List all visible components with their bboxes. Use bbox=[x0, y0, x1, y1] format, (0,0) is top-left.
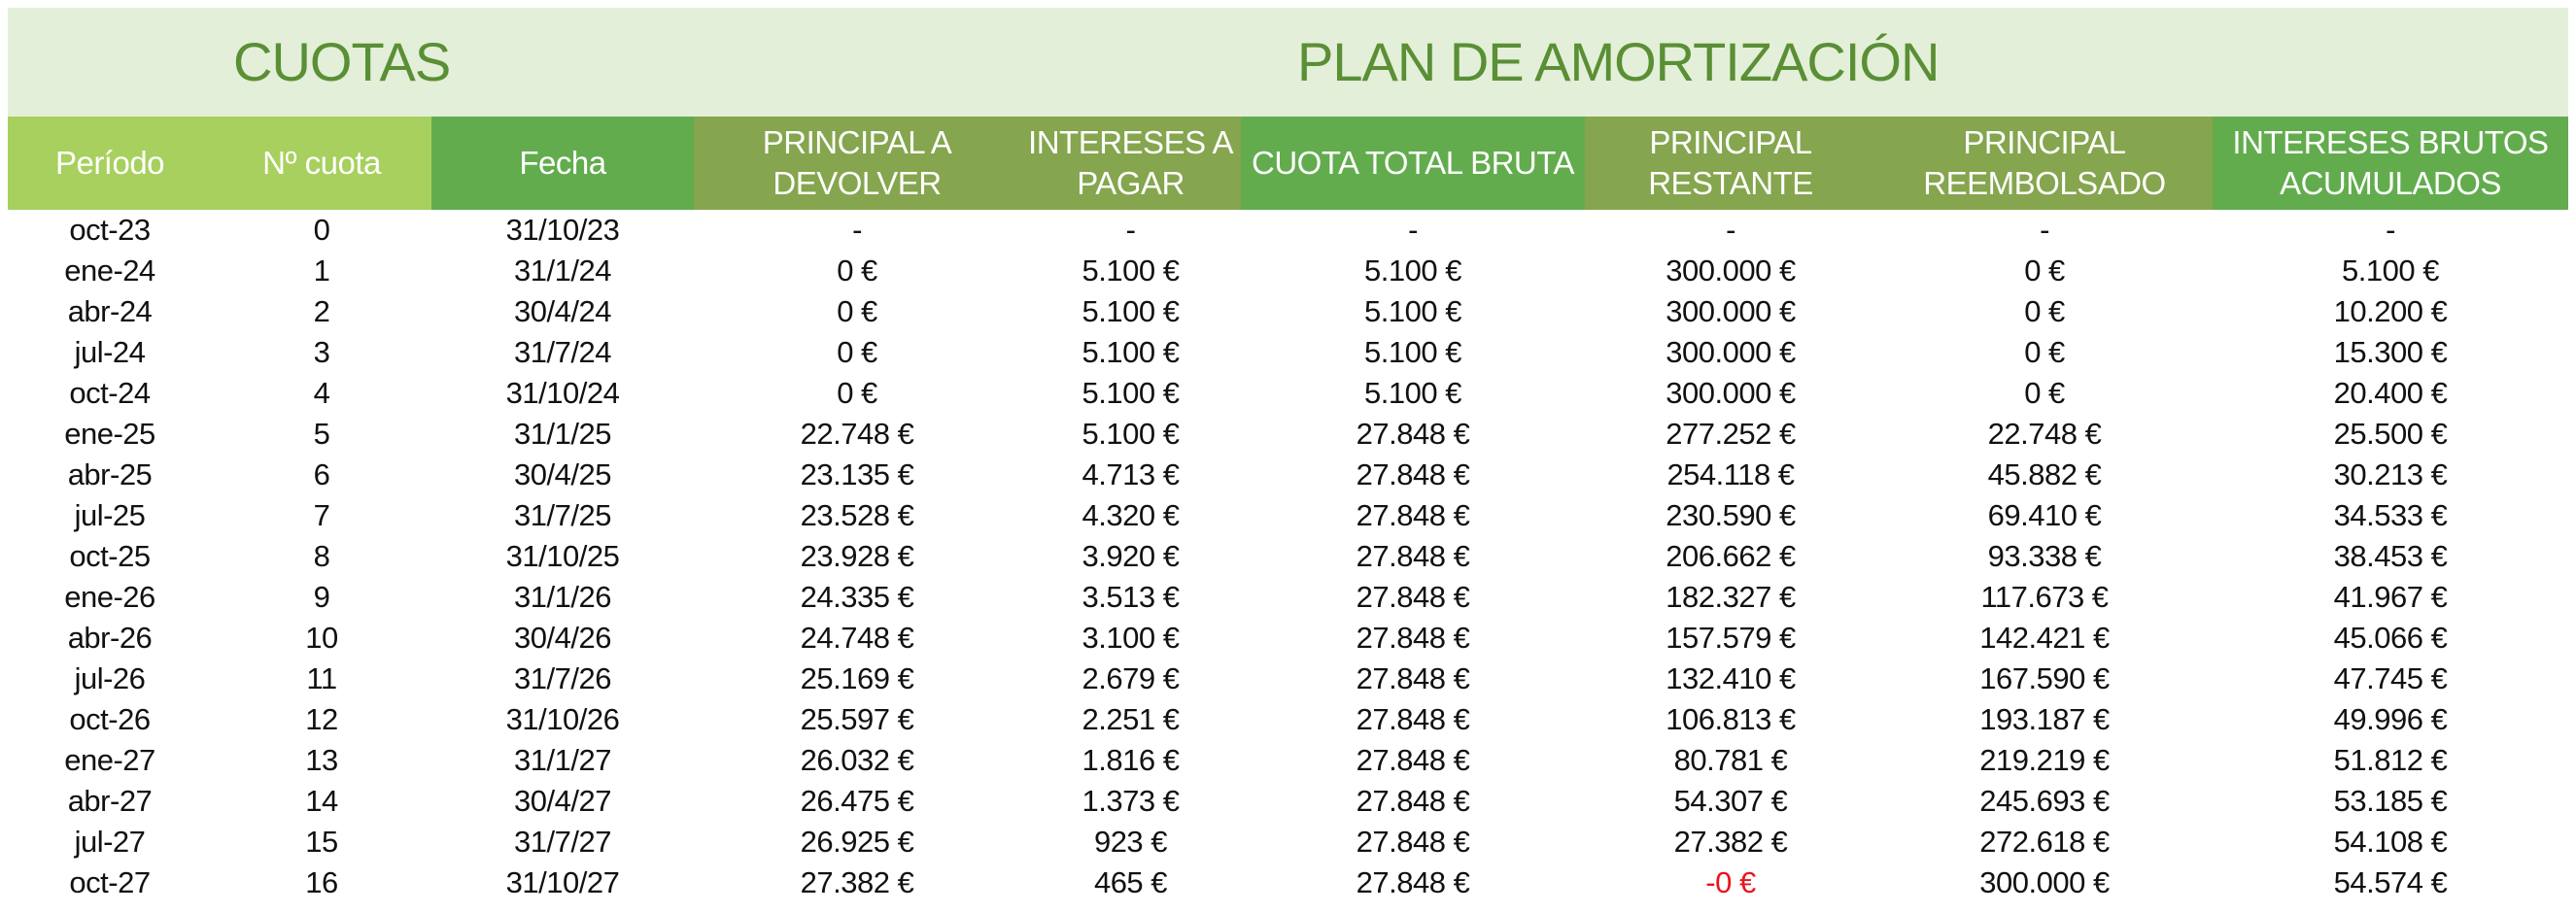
cell-principal-restante: 54.307 € bbox=[1673, 784, 1788, 818]
cell-intereses-a-pagar: 5.100 € bbox=[1082, 294, 1180, 328]
cell-cuota-total-bruta: 27.848 € bbox=[1356, 784, 1470, 818]
cell-intereses-brutos-acumulados: 51.812 € bbox=[2333, 743, 2448, 777]
table-header-row bbox=[8, 117, 2568, 210]
cell-principal-restante: 80.781 € bbox=[1673, 743, 1788, 777]
cell-intereses-a-pagar: 3.100 € bbox=[1082, 621, 1180, 655]
cell-principal-reembolsado: 117.673 € bbox=[1980, 580, 2109, 614]
cell-principal-a-devolver: 23.928 € bbox=[800, 539, 914, 573]
cell-periodo: abr-26 bbox=[67, 621, 153, 655]
cell-cuota-total-bruta: 27.848 € bbox=[1356, 498, 1470, 532]
cell-principal-reembolsado: 167.590 € bbox=[1979, 661, 2110, 695]
table-row bbox=[8, 781, 2568, 822]
cell-principal-restante: 182.327 € bbox=[1666, 580, 1796, 614]
cell-cuota-total-bruta: 27.848 € bbox=[1356, 539, 1470, 573]
cell-cuota-total-bruta: 5.100 € bbox=[1364, 376, 1461, 410]
cell-periodo: oct-25 bbox=[69, 539, 151, 573]
cell-fecha: 31/7/27 bbox=[514, 825, 611, 859]
cell-intereses-a-pagar: 4.320 € bbox=[1082, 498, 1180, 532]
col-header-cuota-total-bruta: CUOTA TOTAL BRUTA bbox=[1241, 117, 1585, 210]
table-row bbox=[8, 862, 2568, 903]
table-row bbox=[8, 373, 2568, 414]
cell-principal-a-devolver: 26.925 € bbox=[800, 825, 914, 859]
cell-intereses-a-pagar: 5.100 € bbox=[1082, 417, 1180, 451]
cell-cuota-total-bruta: 27.848 € bbox=[1356, 702, 1470, 736]
table-row bbox=[8, 699, 2568, 740]
cell-numero-cuota: 0 bbox=[313, 213, 330, 247]
cell-cuota-total-bruta: 27.848 € bbox=[1356, 661, 1470, 695]
cell-periodo: abr-24 bbox=[67, 294, 153, 328]
cell-fecha: 31/7/25 bbox=[514, 498, 611, 532]
cell-principal-a-devolver: 0 € bbox=[837, 294, 877, 328]
cell-cuota-total-bruta: 27.848 € bbox=[1356, 621, 1470, 655]
cell-numero-cuota: 13 bbox=[305, 743, 338, 777]
cell-principal-reembolsado: 69.410 € bbox=[1987, 498, 2102, 532]
cell-periodo: ene-25 bbox=[64, 417, 155, 451]
cell-principal-a-devolver: 25.597 € bbox=[800, 702, 914, 736]
cell-principal-restante: 300.000 € bbox=[1666, 294, 1796, 328]
cell-principal-a-devolver: 25.169 € bbox=[800, 661, 914, 695]
cell-periodo: ene-24 bbox=[64, 254, 155, 287]
cell-fecha: 30/4/25 bbox=[514, 457, 611, 491]
cell-principal-a-devolver: 0 € bbox=[837, 376, 877, 410]
cell-intereses-a-pagar: 3.920 € bbox=[1082, 539, 1180, 573]
cell-intereses-brutos-acumulados: 25.500 € bbox=[2333, 417, 2448, 451]
table-row bbox=[8, 577, 2568, 618]
table-row bbox=[8, 210, 2568, 251]
cell-principal-reembolsado: 0 € bbox=[2024, 294, 2065, 328]
cell-numero-cuota: 5 bbox=[313, 417, 330, 451]
cell-fecha: 31/1/24 bbox=[514, 254, 611, 287]
cell-cuota-total-bruta: 27.848 € bbox=[1356, 743, 1470, 777]
cell-intereses-brutos-acumulados: 5.100 € bbox=[2342, 254, 2439, 287]
cell-numero-cuota: 11 bbox=[306, 661, 337, 695]
cell-intereses-a-pagar: 2.679 € bbox=[1082, 661, 1180, 695]
cell-fecha: 31/10/23 bbox=[505, 213, 620, 247]
cell-cuota-total-bruta: 5.100 € bbox=[1364, 254, 1461, 287]
cell-principal-reembolsado: 0 € bbox=[2024, 335, 2065, 369]
cell-principal-restante: - bbox=[1726, 213, 1735, 247]
cell-periodo: jul-25 bbox=[74, 498, 146, 532]
table-row bbox=[8, 618, 2568, 659]
cell-periodo: jul-27 bbox=[74, 825, 146, 859]
cell-intereses-a-pagar: 4.713 € bbox=[1082, 457, 1180, 491]
cell-cuota-total-bruta: 27.848 € bbox=[1356, 417, 1470, 451]
table-row bbox=[8, 495, 2568, 536]
cell-intereses-brutos-acumulados: 30.213 € bbox=[2333, 457, 2448, 491]
cell-numero-cuota: 15 bbox=[305, 825, 338, 859]
cell-cuota-total-bruta: 27.848 € bbox=[1356, 580, 1470, 614]
table-row bbox=[8, 659, 2568, 699]
cell-principal-a-devolver: 23.528 € bbox=[800, 498, 914, 532]
cell-principal-restante: 300.000 € bbox=[1666, 254, 1796, 287]
cell-intereses-a-pagar: 465 € bbox=[1093, 865, 1168, 899]
cell-principal-restante: 300.000 € bbox=[1666, 376, 1796, 410]
cell-principal-a-devolver: - bbox=[852, 213, 862, 247]
cell-periodo: oct-26 bbox=[69, 702, 151, 736]
cell-periodo: jul-26 bbox=[74, 661, 146, 695]
cell-intereses-a-pagar: 2.251 € bbox=[1082, 702, 1180, 736]
cell-principal-restante: 157.579 € bbox=[1666, 621, 1796, 655]
table-body bbox=[8, 210, 2568, 903]
cell-periodo: ene-27 bbox=[64, 743, 155, 777]
cell-intereses-a-pagar: - bbox=[1125, 213, 1136, 247]
cell-principal-reembolsado: 245.693 € bbox=[1979, 784, 2110, 818]
cell-intereses-brutos-acumulados: 15.300 € bbox=[2333, 335, 2448, 369]
cell-principal-a-devolver: 24.748 € bbox=[800, 621, 914, 655]
cell-intereses-brutos-acumulados: 45.066 € bbox=[2333, 621, 2448, 655]
cell-principal-restante: 132.410 € bbox=[1666, 661, 1796, 695]
cell-periodo: oct-27 bbox=[69, 865, 151, 899]
cell-intereses-brutos-acumulados: 54.574 € bbox=[2333, 865, 2448, 899]
cell-principal-a-devolver: 26.032 € bbox=[800, 743, 914, 777]
cell-periodo: oct-24 bbox=[69, 376, 151, 410]
cell-principal-reembolsado: 193.187 € bbox=[1979, 702, 2110, 736]
cell-cuota-total-bruta: 5.100 € bbox=[1364, 335, 1461, 369]
table-row bbox=[8, 455, 2568, 495]
table-row bbox=[8, 822, 2568, 862]
cell-intereses-brutos-acumulados: 49.996 € bbox=[2333, 702, 2448, 736]
cell-intereses-a-pagar: 5.100 € bbox=[1082, 335, 1180, 369]
col-header-principal-reembolsado: PRINCIPAL REEMBOLSADO bbox=[1876, 117, 2213, 210]
cuotas-title: CUOTAS bbox=[233, 31, 451, 92]
cell-intereses-brutos-acumulados: 54.108 € bbox=[2333, 825, 2448, 859]
cell-fecha: 31/10/25 bbox=[505, 539, 620, 573]
cell-fecha: 31/10/24 bbox=[505, 376, 620, 410]
cell-fecha: 31/10/26 bbox=[505, 702, 620, 736]
cell-principal-a-devolver: 23.135 € bbox=[800, 457, 914, 491]
cell-principal-reembolsado: 219.219 € bbox=[1979, 743, 2110, 777]
cell-principal-reembolsado: 300.000 € bbox=[1979, 865, 2110, 899]
cell-intereses-brutos-acumulados: 41.967 € bbox=[2333, 580, 2448, 614]
cell-principal-reembolsado: 0 € bbox=[2024, 254, 2065, 287]
cell-intereses-brutos-acumulados: 20.400 € bbox=[2333, 376, 2448, 410]
cell-cuota-total-bruta: 27.848 € bbox=[1356, 457, 1470, 491]
amortization-table bbox=[8, 117, 2568, 903]
cell-intereses-brutos-acumulados: - bbox=[2386, 213, 2395, 247]
col-header-numero-cuota: Nº cuota bbox=[212, 117, 431, 210]
cell-fecha: 31/1/26 bbox=[514, 580, 611, 614]
cell-fecha: 30/4/27 bbox=[514, 784, 611, 818]
table-row bbox=[8, 414, 2568, 455]
cell-intereses-a-pagar: 3.513 € bbox=[1082, 580, 1180, 614]
cell-principal-reembolsado: 142.421 € bbox=[1979, 621, 2110, 655]
cell-intereses-a-pagar: 5.100 € bbox=[1082, 254, 1180, 287]
cell-intereses-brutos-acumulados: 47.745 € bbox=[2333, 661, 2448, 695]
col-header-principal-a-devolver: PRINCIPAL A DEVOLVER bbox=[694, 117, 1020, 210]
title-banner bbox=[8, 8, 2568, 117]
cell-principal-reembolsado: 93.338 € bbox=[1987, 539, 2102, 573]
col-header-periodo: Período bbox=[8, 117, 212, 210]
cell-principal-a-devolver: 24.335 € bbox=[800, 580, 914, 614]
cell-principal-reembolsado: 272.618 € bbox=[1979, 825, 2110, 859]
cell-intereses-a-pagar: 5.100 € bbox=[1082, 376, 1180, 410]
col-header-fecha: Fecha bbox=[431, 117, 694, 210]
cell-principal-restante: -0 € bbox=[1705, 865, 1756, 899]
cell-numero-cuota: 1 bbox=[313, 254, 330, 287]
cell-principal-restante: 254.118 € bbox=[1666, 457, 1795, 491]
cell-principal-reembolsado: 45.882 € bbox=[1987, 457, 2102, 491]
cell-principal-restante: 27.382 € bbox=[1673, 825, 1788, 859]
cell-numero-cuota: 14 bbox=[305, 784, 338, 818]
cell-principal-restante: 230.590 € bbox=[1666, 498, 1796, 532]
cell-periodo: abr-27 bbox=[67, 784, 153, 818]
cell-principal-a-devolver: 0 € bbox=[837, 254, 877, 287]
cell-numero-cuota: 7 bbox=[313, 498, 330, 532]
table-row bbox=[8, 536, 2568, 577]
cell-principal-restante: 206.662 € bbox=[1666, 539, 1796, 573]
table-row bbox=[8, 332, 2568, 373]
cell-cuota-total-bruta: 27.848 € bbox=[1356, 825, 1470, 859]
cell-fecha: 31/7/26 bbox=[514, 661, 611, 695]
cell-periodo: jul-24 bbox=[74, 335, 146, 369]
cell-principal-restante: 300.000 € bbox=[1666, 335, 1796, 369]
table-row bbox=[8, 740, 2568, 781]
cell-principal-a-devolver: 27.382 € bbox=[800, 865, 914, 899]
cell-cuota-total-bruta: - bbox=[1408, 213, 1418, 247]
cell-fecha: 31/1/27 bbox=[514, 743, 611, 777]
cell-numero-cuota: 6 bbox=[313, 457, 330, 491]
cell-numero-cuota: 10 bbox=[305, 621, 338, 655]
col-header-intereses-brutos-acumulados: INTERESES BRUTOS ACUMULADOS bbox=[2213, 117, 2568, 210]
cell-principal-a-devolver: 26.475 € bbox=[800, 784, 914, 818]
amortization-plan-title: PLAN DE AMORTIZACIÓN bbox=[1297, 31, 1940, 92]
cell-principal-reembolsado: 22.748 € bbox=[1987, 417, 2102, 451]
cell-numero-cuota: 12 bbox=[305, 702, 338, 736]
cell-intereses-a-pagar: 1.373 € bbox=[1082, 784, 1180, 818]
cell-fecha: 30/4/24 bbox=[514, 294, 611, 328]
cell-intereses-brutos-acumulados: 10.200 € bbox=[2333, 294, 2448, 328]
cell-principal-reembolsado: 0 € bbox=[2024, 376, 2065, 410]
cell-numero-cuota: 3 bbox=[313, 335, 330, 369]
cell-numero-cuota: 16 bbox=[305, 865, 338, 899]
cell-periodo: oct-23 bbox=[69, 213, 151, 247]
cell-intereses-brutos-acumulados: 34.533 € bbox=[2333, 498, 2448, 532]
cell-intereses-brutos-acumulados: 53.185 € bbox=[2333, 784, 2448, 818]
cell-intereses-a-pagar: 1.816 € bbox=[1082, 743, 1180, 777]
cell-periodo: abr-25 bbox=[67, 457, 153, 491]
cell-numero-cuota: 9 bbox=[313, 580, 330, 614]
table-row bbox=[8, 251, 2568, 291]
cell-numero-cuota: 2 bbox=[313, 294, 330, 328]
cell-numero-cuota: 8 bbox=[313, 539, 330, 573]
cell-fecha: 31/10/27 bbox=[505, 865, 620, 899]
cell-principal-reembolsado: - bbox=[2040, 213, 2049, 247]
cell-principal-restante: 106.813 € bbox=[1666, 702, 1796, 736]
cell-numero-cuota: 4 bbox=[313, 376, 330, 410]
cell-fecha: 30/4/26 bbox=[514, 621, 611, 655]
table-row bbox=[8, 291, 2568, 332]
cell-cuota-total-bruta: 27.848 € bbox=[1356, 865, 1470, 899]
col-header-intereses-a-pagar: INTERESES A PAGAR bbox=[1020, 117, 1241, 210]
col-header-principal-restante: PRINCIPAL RESTANTE bbox=[1585, 117, 1876, 210]
cell-fecha: 31/7/24 bbox=[514, 335, 611, 369]
cell-principal-a-devolver: 0 € bbox=[837, 335, 877, 369]
cell-principal-a-devolver: 22.748 € bbox=[800, 417, 914, 451]
cell-intereses-a-pagar: 923 € bbox=[1093, 825, 1168, 859]
cell-fecha: 31/1/25 bbox=[514, 417, 611, 451]
cell-intereses-brutos-acumulados: 38.453 € bbox=[2333, 539, 2448, 573]
cell-principal-restante: 277.252 € bbox=[1666, 417, 1796, 451]
cell-periodo: ene-26 bbox=[64, 580, 155, 614]
cell-cuota-total-bruta: 5.100 € bbox=[1364, 294, 1461, 328]
